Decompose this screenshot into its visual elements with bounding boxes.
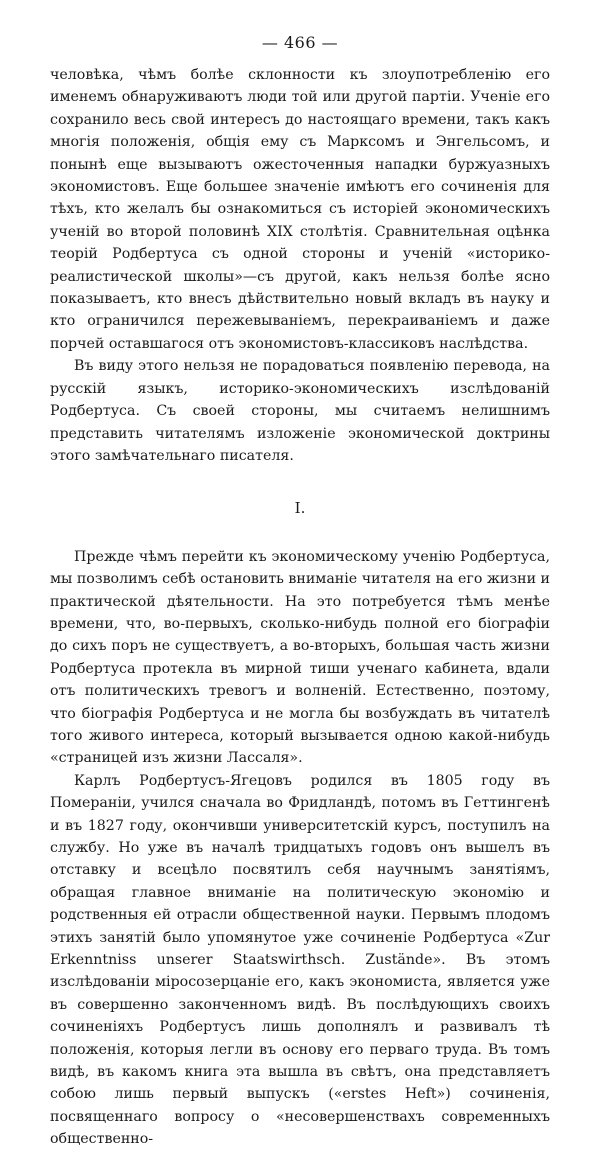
body-text — [50, 64, 550, 1151]
paragraph-translation-note: Въ виду этого нельзя не порадоваться появленію перевода, на русскій языкъ, историко-экономическихъ изслѣдованій Родбертуса. Съ своей стороны, мы считаемъ нелишнимъ представить читателямъ изложеніе экономической доктрины этого замѣчательнаго писателя. — [50, 358, 550, 464]
paragraph-biography-intro: Прежде чѣмъ перейти къ экономическому ученію Родбертуса, мы позволимъ себѣ остановить вниманіе читателя на его жизни и практической дѣятельности. На это потребуется тѣмъ менѣе времени, что, во-первыхъ, сколько-нибудь полной его біографіи до сихъ поръ не существуетъ, а во-вторыхъ, большая часть жизни Родбертуса протекла въ мирной тиши ученаго кабинета, вдали отъ политическихъ тревогъ и волненій. Естественно, поэтому, что біографія Родбертуса и не могла бы возбуждать въ читателѣ того живого интереса, который вызывается одною какой-нибудь «страницей изъ жизни Лассаля». — [50, 548, 550, 767]
paragraph-biography: Карлъ Родбертусъ-Ягецовъ родился въ 1805 году въ Помераніи, учился сначала во Фридландѣ, потомъ въ Геттингенѣ и въ 1827 году, окончивши университетскій курсъ, поступилъ на службу. Но уже въ началѣ тридцатыхъ годовъ онъ вышелъ въ отставку и всецѣло посвятилъ себя научнымъ занятіямъ, обращая главное вниманіе на политическую экономію и родственныя ей отрасли общественной науки. Первымъ плодомъ этихъ занятій было упомянутое уже сочиненіе Родбертуса «Zur Erkenntniss unserer Staatswirthsch. Zustände». Въ этомъ изслѣдованіи міросозерцаніе его, какъ экономиста, является уже въ совершенно законченномъ видѣ. Въ послѣдующихъ своихъ сочиненіяхъ Родбертусъ лишь дополнялъ и развивалъ тѣ положенія, которыя легли въ основу его перваго труда. Въ томъ видѣ, въ какомъ книга эта вышла въ свѣтъ, она представляетъ собою лишь первый выпускъ («erstes Heft») сочиненія, посвященнаго вопросу о «несовершенствахъ современныхъ общественно- — [50, 772, 550, 1148]
page-number: — 466 — — [261, 33, 339, 52]
section-heading: I. — [294, 499, 306, 518]
paragraph-continuation: человѣка, чѣмъ болѣе склонности къ злоупотребленію его именемъ обнаруживаютъ люди той или другой партіи. Ученіе его сохранило весь свой интересъ до настоящаго времени, такъ какъ многія положенія, общія ему съ Марксомъ и Энгельсомъ, и понынѣ еще вызываютъ ожесточенныя нападки буржуазныхъ экономистовъ. Еще большее значеніе имѣютъ его сочиненія для тѣхъ, кто желалъ бы ознакомиться съ исторіей экономическихъ ученій во второй половинѣ XIX столѣтія. Сравнительная оцѣнка теорій Родбертуса съ одной стороны и ученій «историко-реалистической школы»—съ другой, какъ нельзя болѣе ясно показываетъ, кто внесъ дѣйствительно новый вкладъ въ науку и кто ограничился пережевываніемъ, перекраиваніемъ и даже порчей оставшагося отъ экономистовъ-классиковъ наслѣдства. — [50, 67, 550, 352]
